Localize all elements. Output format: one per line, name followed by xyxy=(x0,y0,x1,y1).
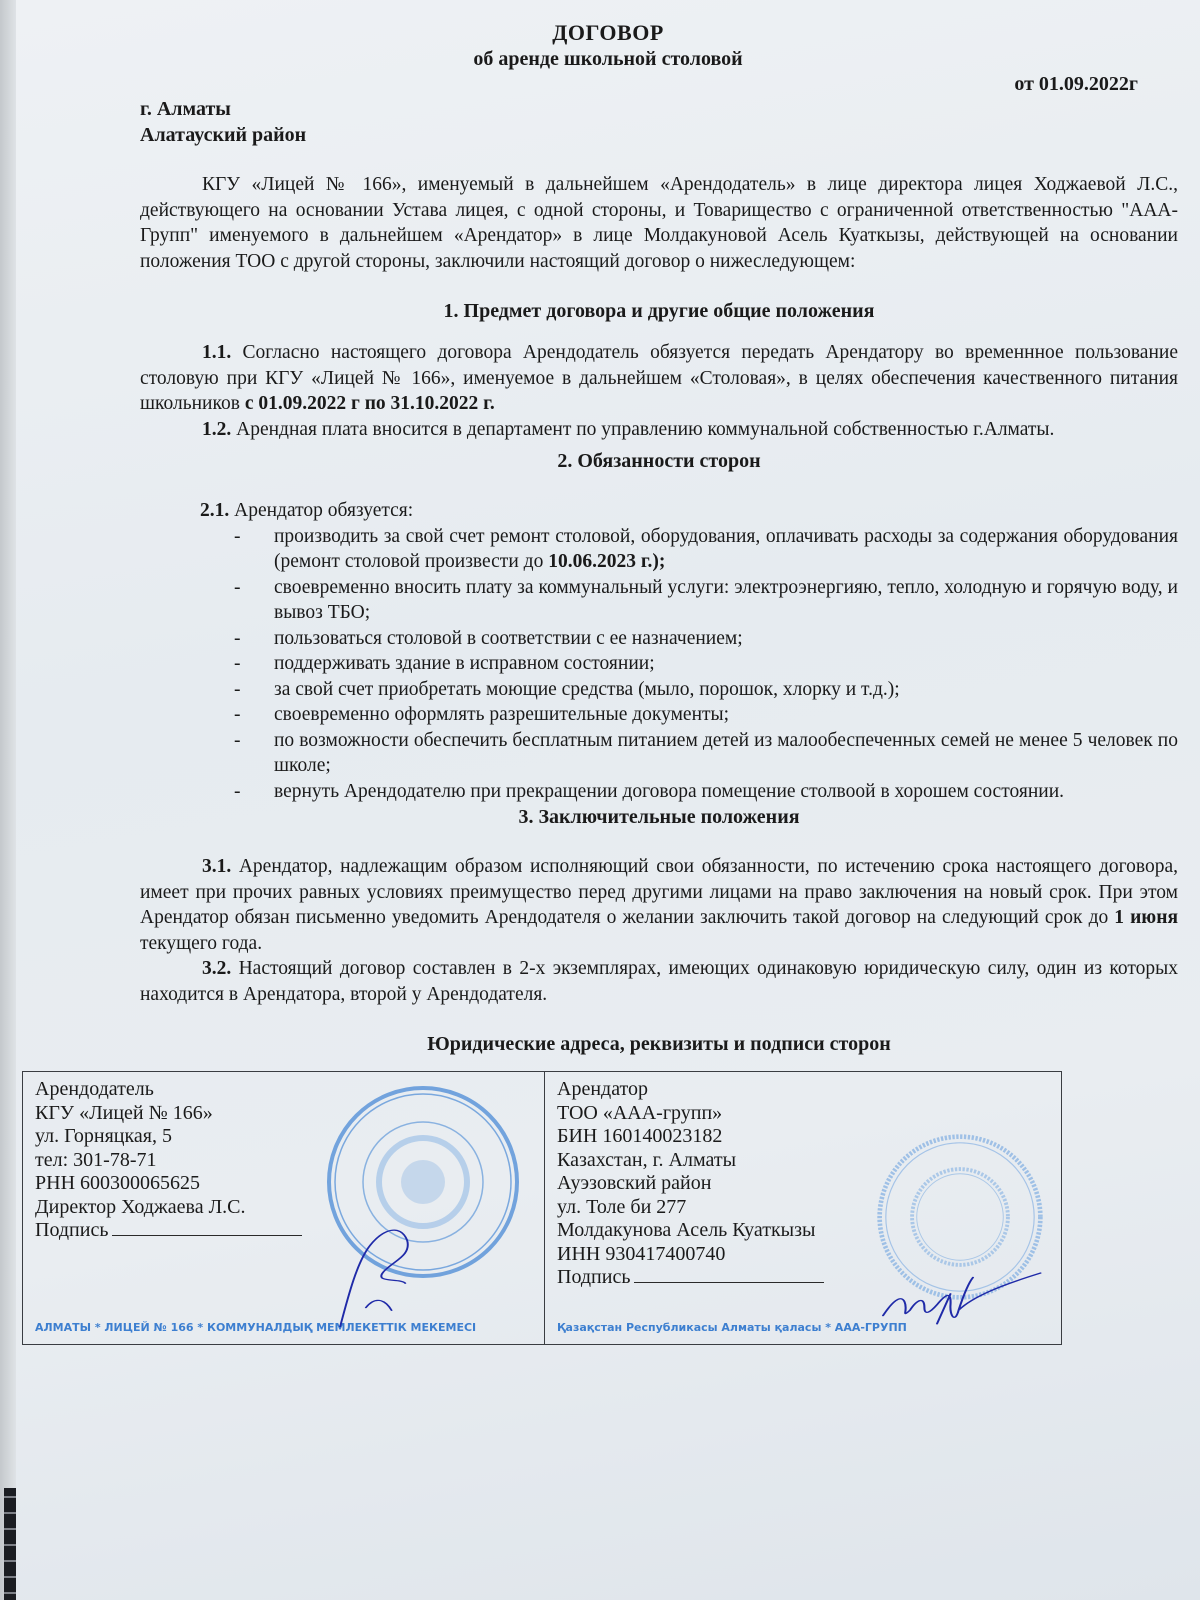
section-1-heading: 1. Предмет договора и другие общие положения xyxy=(443,300,875,322)
document-date: от 01.09.2022г xyxy=(1014,73,1138,95)
tenant-inn: ИНН 930417400740 xyxy=(557,1242,726,1265)
landlord-cell xyxy=(23,1072,545,1344)
tenant-signature-field: Подпись xyxy=(557,1266,1049,1290)
clause-2-1 xyxy=(140,498,1178,524)
landlord-details xyxy=(35,1078,532,1243)
signature-line xyxy=(112,1221,302,1236)
signature-line xyxy=(634,1268,824,1283)
tenant-address: ул. Толе би 277 xyxy=(557,1195,687,1218)
tenant-district: Ауэзовский район xyxy=(557,1172,712,1194)
obligations-list xyxy=(140,524,1178,805)
list-item: - производить за свой счет ремонт столовой, оборудования, оплачивать расходы за содержания оборудования (ремонт столовой произвести до 10.06.2023 г.); xyxy=(234,525,1178,572)
clause-text: Настоящий договор составлен в 2-х экземплярах, имеющих одинаковую юридическую силу, один из которых находится в Арендатора, второй у Арендодателя. xyxy=(140,958,1178,1005)
list-item: - своевременно вносить плату за коммунальный услуги: электроэнергияю, тепло, холодную и горячую воду, и вывоз ТБО; xyxy=(234,576,1178,623)
tenant-name: ТОО «ААА-групп» xyxy=(557,1101,723,1124)
list-item: - за свой счет приобретать моющие средства (мыло, порошок, хлорку и т.д.); xyxy=(216,677,1178,703)
list-item: - пользоваться столовой в соответствии с ее назначением; xyxy=(216,626,1178,652)
section-2-heading: 2. Обязанности сторон xyxy=(557,450,761,472)
landlord-phone: тел: 301-78-71 xyxy=(35,1148,157,1171)
list-item: - по возможности обеспечить бесплатным питанием детей из малообеспеченных семей не менее 5 человек по школе; xyxy=(234,729,1178,776)
requisites-table xyxy=(22,1071,1062,1345)
landlord-rnn: РНН 600300065625 xyxy=(35,1172,201,1194)
landlord-address: ул. Горняцкая, 5 xyxy=(35,1125,173,1147)
tenant-details xyxy=(557,1078,1049,1290)
clause-number: 1.2. xyxy=(202,418,232,440)
list-item: - своевременно оформлять разрешительные документы; xyxy=(216,702,1178,728)
clause-1-2 xyxy=(140,417,1178,443)
document-subtitle: об аренде школьной столовой xyxy=(473,48,743,70)
tenant-bin: БИН 160140023182 xyxy=(557,1125,723,1147)
landlord-director: Директор Ходжаева Л.С. xyxy=(35,1195,246,1218)
preamble: КГУ «Лицей № 166», именуемый в дальнейшем «Арендодатель» в лице директора лицея Ходжаевой Л.С., действующего на основании Устава лицея, с одной стороны, и Товарищество с ограниченной ответственностью "ААА-Групп" именуемого в дальнейшем «Арендатор» в лице Молдакуновой Асель Куаткызы, действующей на основании положения ТОО с другой стороны, заключили настоящий договор о нижеследующем: xyxy=(140,174,1178,272)
bullet-dash: - xyxy=(234,525,241,547)
document-page xyxy=(16,0,1200,1600)
clause-3-1: 3.1. Арендатор, надлежащим образом исполняющий свои обязанности, по истечению срока настоящего договора, имеет при прочих равных условиях преимущество перед другими лицами на право заключения на новый срок. При этом Арендатор обязан письменно уведомить Арендодателя о желании заключить такой договор на следующий срок до 1 июня текущего года. xyxy=(140,856,1178,954)
clause-number: 3.1. xyxy=(202,856,232,877)
bullet-dash: - xyxy=(234,678,241,700)
tenant-cell xyxy=(545,1072,1061,1344)
binder-edge xyxy=(0,0,16,1600)
clause-text: Согласно настоящего договора Арендодатель обязуется передать Арендатору во временнное пользование столовую при КГУ «Лицей № 166», именуемое в дальнейшем «Столовая», в целях обеспечения качественного питания школьников xyxy=(140,342,1178,414)
tenant-representative: Молдакунова Асель Куаткызы xyxy=(557,1219,816,1241)
binder-rings xyxy=(4,1488,16,1600)
clause-term: с 01.09.2022 г по 31.10.2022 г. xyxy=(244,393,495,414)
bullet-dash: - xyxy=(234,780,241,802)
clause-text: Арендная плата вносится в департамент по управлению коммунальной собственностью г.Алматы. xyxy=(231,418,1055,440)
tenant-stamp-text: Қазақстан Республикасы Алматы қаласы * ААА-ГРУПП xyxy=(557,1321,907,1334)
landlord-name: КГУ «Лицей № 166» xyxy=(35,1101,213,1124)
clause-number: 2.1. xyxy=(200,500,230,521)
clause-1-1 xyxy=(140,340,1178,417)
landlord-signature-field: Подпись xyxy=(35,1219,532,1243)
clause-number: 3.2. xyxy=(202,958,232,979)
bullet-dash: - xyxy=(234,729,241,751)
list-item: - вернуть Арендодателю при прекращении договора помещение столвоой в хорошем состоянии. xyxy=(216,779,1178,805)
document-title: ДОГОВОР xyxy=(552,20,664,45)
document-city: г. Алматы xyxy=(140,98,231,120)
bullet-dash: - xyxy=(234,653,241,674)
bullet-dash: - xyxy=(234,627,241,649)
clause-text: Арендатор обязуется: xyxy=(229,500,414,521)
section-3-heading: 3. Заключительные положения xyxy=(518,806,800,828)
list-item: - поддерживать здание в исправном состоянии; xyxy=(216,651,1178,677)
document-district: Алатауский район xyxy=(140,124,307,146)
landlord-role: Арендодатель xyxy=(35,1078,154,1100)
landlord-stamp-text: АЛМАТЫ * ЛИЦЕЙ № 166 * КОММУНАЛДЫҚ МЕМЛЕКЕТТІК МЕКЕМЕСІ xyxy=(35,1321,477,1334)
clause-number: 1.1. xyxy=(202,342,232,363)
document-header xyxy=(140,20,1178,148)
clause-text: Арендатор, надлежащим образом исполняющий свои обязанности, по истечению срока настоящего договора, имеет при прочих равных условиях преимущество перед другими лицами на право заключения на новый срок. При этом Арендатор обязан письменно уведомить Арендодателя о желании заключить такой договор на следующий срок до xyxy=(140,856,1178,928)
bullet-dash: - xyxy=(234,704,241,725)
tenant-role: Арендатор xyxy=(557,1078,649,1100)
bullet-dash: - xyxy=(234,576,241,598)
requisites-heading: Юридические адреса, реквизиты и подписи сторон xyxy=(427,1033,891,1055)
tenant-city: Казахстан, г. Алматы xyxy=(557,1148,737,1171)
clause-deadline: 1 июня xyxy=(1114,907,1178,928)
clause-3-2 xyxy=(140,956,1178,1007)
